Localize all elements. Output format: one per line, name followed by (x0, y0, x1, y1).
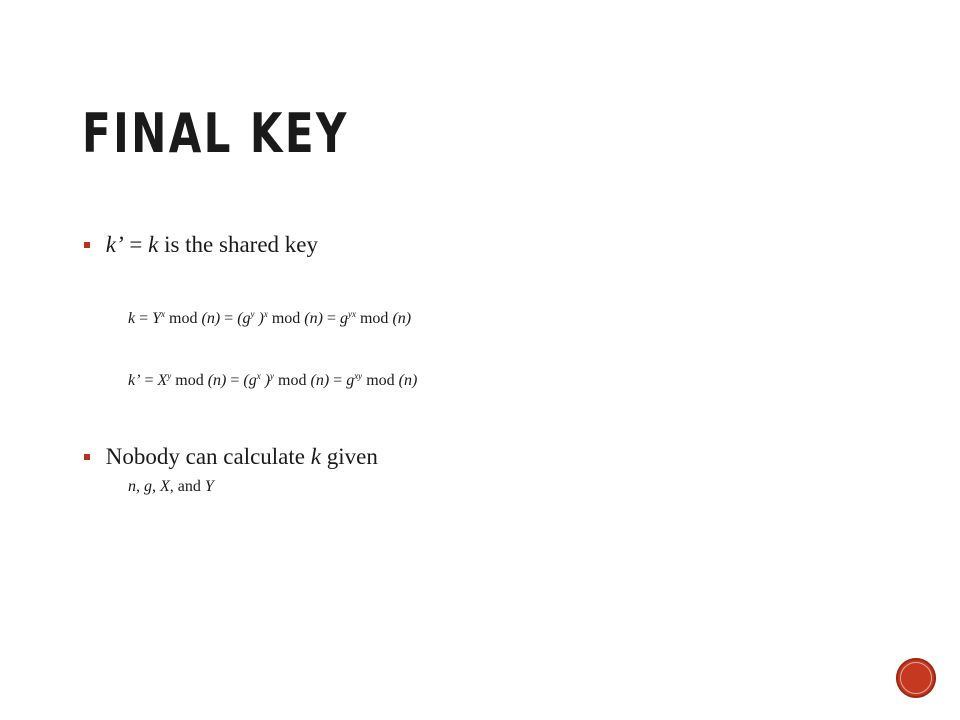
formula-term: mod (355, 310, 393, 327)
formula-term: ) (260, 372, 271, 389)
formula-exponent: xy (354, 371, 363, 381)
formula-exponent: y (250, 309, 255, 319)
given-vars: n, g, X, (128, 478, 174, 495)
formula-term: (n) (304, 310, 323, 327)
formula-term: (g (237, 310, 251, 327)
formula-term: (n) (201, 310, 221, 327)
formula-term: mod (171, 372, 208, 389)
k-var: k (148, 232, 159, 257)
formula-term: mod (267, 310, 305, 327)
formula-term: (n) (310, 372, 330, 389)
formula-term: g (346, 372, 355, 389)
k-prime-var: k’ (105, 232, 124, 257)
formula-term: = (226, 372, 244, 389)
formula-exponent: x (256, 371, 261, 381)
bullet-nobody-can-calculate (84, 442, 378, 472)
formula-exponent: y (167, 371, 172, 381)
formula-term: (n) (392, 310, 412, 327)
formula-term: X (157, 372, 168, 389)
bullet-shared-key (84, 230, 318, 260)
formula-term: = (140, 372, 158, 389)
equals-text: = (129, 232, 149, 257)
y-var: Y (204, 478, 214, 495)
formula-term: = (329, 372, 347, 389)
formula-exponent: y (270, 371, 275, 381)
and-text: and (173, 478, 205, 495)
formula-term: (n) (398, 372, 418, 389)
bullet-square-icon (84, 454, 90, 460)
formula-term: = (322, 310, 340, 327)
shared-key-text: is the shared key (164, 232, 319, 257)
formula-exponent: x (161, 309, 166, 319)
bullet-text: given (320, 444, 378, 469)
formula-term: (g (243, 372, 257, 389)
formula-exponent: x (263, 309, 268, 319)
formula-k (128, 308, 411, 330)
formula-term: mod (362, 372, 399, 389)
slide-title: FINAL KEY (82, 102, 349, 165)
formula-term: k’ (128, 372, 141, 389)
formula-k-prime (128, 370, 417, 392)
formula-term: Y (152, 310, 162, 327)
slide-logo-icon (896, 658, 936, 698)
formula-term: = (220, 310, 238, 327)
formula-term: mod (165, 310, 202, 327)
k-var: k (310, 444, 321, 469)
formula-exponent: yx (347, 309, 356, 319)
formula-term: (n) (207, 372, 227, 389)
formula-term: k (128, 310, 136, 327)
formula-term: mod (274, 372, 311, 389)
bullet-square-icon (84, 242, 90, 248)
given-values (128, 476, 214, 498)
formula-term: ) (254, 310, 264, 327)
formula-term: = (135, 310, 153, 327)
formula-term: g (339, 310, 348, 327)
bullet-text: Nobody can calculate (105, 444, 311, 469)
